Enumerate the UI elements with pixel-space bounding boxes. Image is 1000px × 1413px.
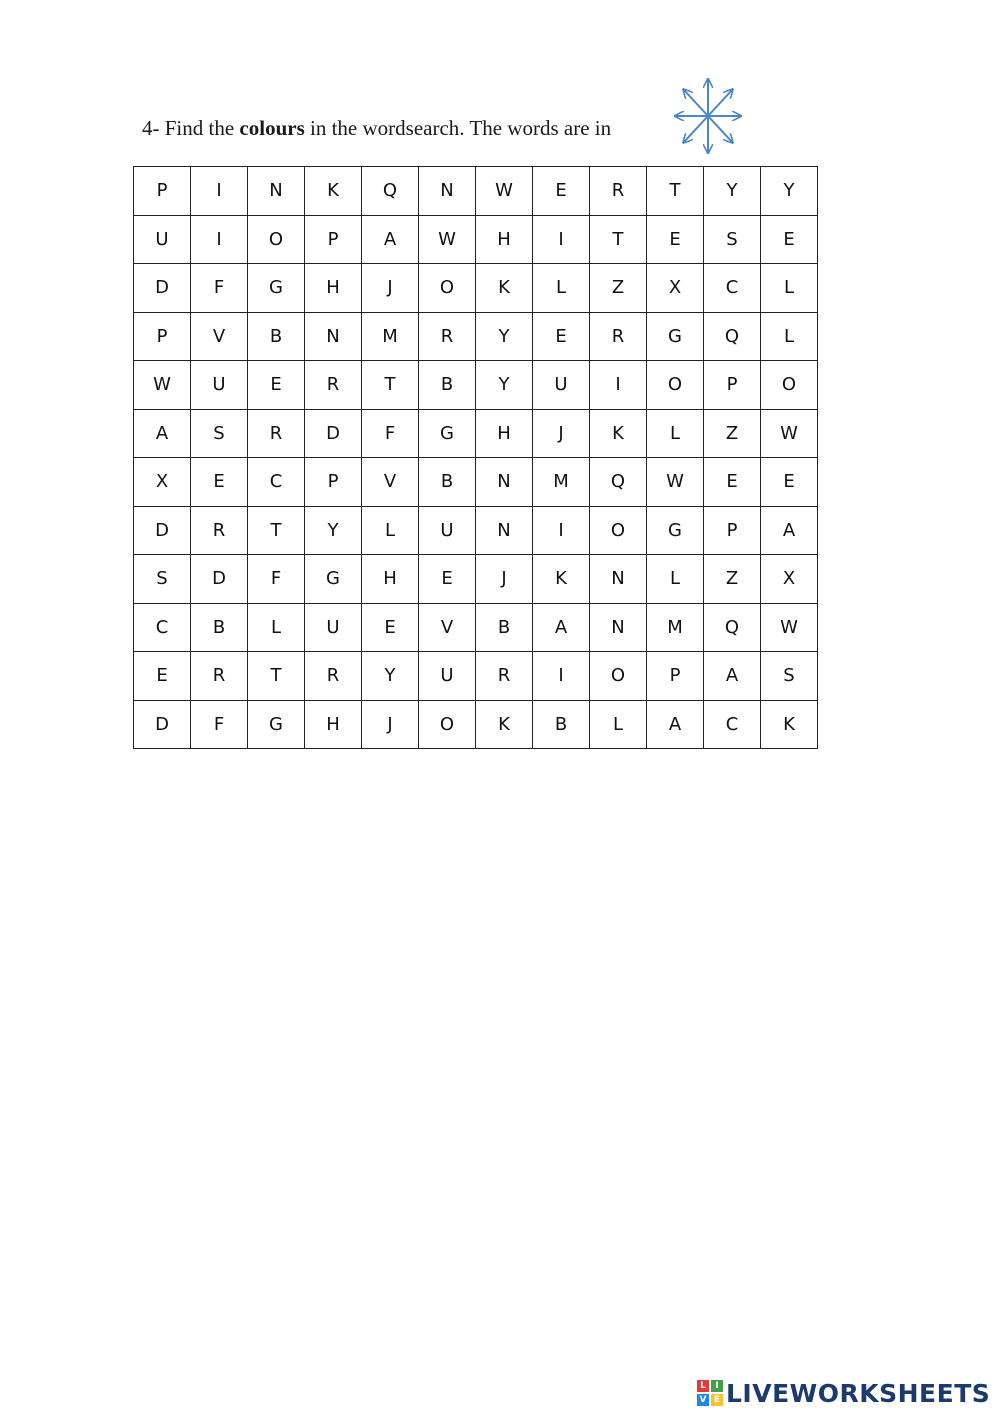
grid-cell[interactable]: G xyxy=(647,506,704,555)
grid-cell[interactable]: Y xyxy=(305,506,362,555)
grid-cell[interactable]: E xyxy=(704,458,761,507)
liveworksheets-logo xyxy=(697,1378,990,1408)
grid-cell[interactable]: W xyxy=(761,603,818,652)
grid-cell[interactable]: A xyxy=(533,603,590,652)
grid-cell[interactable]: L xyxy=(761,264,818,313)
grid-cell[interactable]: K xyxy=(590,409,647,458)
grid-cell[interactable]: O xyxy=(590,506,647,555)
grid-cell[interactable]: A xyxy=(134,409,191,458)
grid-cell[interactable]: U xyxy=(419,506,476,555)
grid-cell[interactable]: H xyxy=(476,215,533,264)
grid-cell[interactable]: T xyxy=(248,652,305,701)
grid-cell[interactable]: E xyxy=(533,167,590,216)
compass-arrows-icon xyxy=(674,76,742,156)
grid-cell[interactable]: H xyxy=(362,555,419,604)
grid-cell[interactable]: W xyxy=(419,215,476,264)
grid-row xyxy=(134,409,818,458)
grid-row xyxy=(134,506,818,555)
grid-cell[interactable]: C xyxy=(704,264,761,313)
grid-row xyxy=(134,458,818,507)
grid-cell[interactable]: I xyxy=(533,215,590,264)
grid-cell[interactable]: K xyxy=(476,700,533,749)
logo-text: LIVEWORKSHEETS xyxy=(726,1378,991,1408)
grid-row xyxy=(134,167,818,216)
grid-cell[interactable]: I xyxy=(533,652,590,701)
grid-cell[interactable]: A xyxy=(647,700,704,749)
grid-cell[interactable]: U xyxy=(533,361,590,410)
grid-cell[interactable]: D xyxy=(191,555,248,604)
grid-cell[interactable]: P xyxy=(134,167,191,216)
grid-cell[interactable]: V xyxy=(362,458,419,507)
instruction-prefix: 4- Find the xyxy=(142,116,240,140)
grid-cell[interactable]: F xyxy=(362,409,419,458)
grid-cell[interactable]: C xyxy=(134,603,191,652)
logo-mark-icon xyxy=(697,1380,723,1406)
grid-cell[interactable]: O xyxy=(419,264,476,313)
grid-row xyxy=(134,603,818,652)
grid-cell[interactable]: L xyxy=(533,264,590,313)
grid-cell[interactable]: Q xyxy=(704,312,761,361)
grid-cell[interactable]: N xyxy=(305,312,362,361)
grid-cell[interactable]: G xyxy=(647,312,704,361)
grid-cell[interactable]: P xyxy=(704,506,761,555)
grid-row xyxy=(134,312,818,361)
grid-cell[interactable]: M xyxy=(362,312,419,361)
grid-cell[interactable]: R xyxy=(476,652,533,701)
grid-cell[interactable]: J xyxy=(362,700,419,749)
instruction-suffix: in the wordsearch. The words are in xyxy=(304,116,612,140)
grid-cell[interactable]: S xyxy=(134,555,191,604)
grid-cell[interactable]: L xyxy=(362,506,419,555)
logo-mark-letter: L xyxy=(697,1380,709,1392)
grid-cell[interactable]: O xyxy=(647,361,704,410)
grid-cell[interactable]: G xyxy=(248,264,305,313)
grid-cell[interactable]: N xyxy=(590,555,647,604)
grid-cell[interactable]: Q xyxy=(362,167,419,216)
grid-cell[interactable]: G xyxy=(419,409,476,458)
grid-cell[interactable]: B xyxy=(419,361,476,410)
grid-cell[interactable]: N xyxy=(419,167,476,216)
grid-cell[interactable]: E xyxy=(533,312,590,361)
grid-cell[interactable]: F xyxy=(248,555,305,604)
grid-cell[interactable]: W xyxy=(647,458,704,507)
grid-cell[interactable]: N xyxy=(590,603,647,652)
grid-cell[interactable]: R xyxy=(590,167,647,216)
grid-cell[interactable]: L xyxy=(647,555,704,604)
grid-cell[interactable]: B xyxy=(476,603,533,652)
grid-cell[interactable]: E xyxy=(191,458,248,507)
grid-cell[interactable]: K xyxy=(476,264,533,313)
grid-cell[interactable]: G xyxy=(305,555,362,604)
grid-cell[interactable]: N xyxy=(248,167,305,216)
instruction-bold-word: colours xyxy=(239,116,305,140)
grid-cell[interactable]: U xyxy=(191,361,248,410)
grid-cell[interactable]: I xyxy=(191,215,248,264)
grid-cell[interactable]: H xyxy=(476,409,533,458)
grid-row xyxy=(134,555,818,604)
grid-cell[interactable]: D xyxy=(305,409,362,458)
grid-cell[interactable]: B xyxy=(419,458,476,507)
instruction-text xyxy=(142,116,611,141)
grid-cell[interactable]: T xyxy=(248,506,305,555)
grid-cell[interactable]: I xyxy=(533,506,590,555)
logo-mark-letter: I xyxy=(711,1380,723,1392)
grid-cell[interactable]: X xyxy=(134,458,191,507)
grid-cell[interactable]: W xyxy=(476,167,533,216)
grid-cell[interactable]: M xyxy=(647,603,704,652)
grid-cell[interactable]: E xyxy=(647,215,704,264)
grid-cell[interactable]: I xyxy=(590,361,647,410)
grid-cell[interactable]: S xyxy=(191,409,248,458)
logo-mark-letter: V xyxy=(697,1394,709,1406)
grid-cell[interactable]: U xyxy=(134,215,191,264)
grid-cell[interactable]: L xyxy=(647,409,704,458)
grid-cell[interactable]: Q xyxy=(704,603,761,652)
grid-cell[interactable]: J xyxy=(362,264,419,313)
grid-cell[interactable]: E xyxy=(248,361,305,410)
logo-mark-letter: E xyxy=(711,1394,723,1406)
grid-cell[interactable]: A xyxy=(362,215,419,264)
grid-cell[interactable]: B xyxy=(533,700,590,749)
grid-cell[interactable]: R xyxy=(191,652,248,701)
grid-cell[interactable]: U xyxy=(419,652,476,701)
grid-cell[interactable]: S xyxy=(761,652,818,701)
grid-row xyxy=(134,215,818,264)
grid-cell[interactable]: O xyxy=(248,215,305,264)
grid-cell[interactable]: K xyxy=(305,167,362,216)
grid-cell[interactable]: Z xyxy=(704,409,761,458)
grid-cell[interactable]: I xyxy=(191,167,248,216)
grid-cell[interactable]: J xyxy=(533,409,590,458)
grid-cell[interactable]: B xyxy=(248,312,305,361)
grid-cell[interactable]: E xyxy=(134,652,191,701)
grid-cell[interactable]: U xyxy=(305,603,362,652)
grid-row xyxy=(134,652,818,701)
grid-cell[interactable]: L xyxy=(761,312,818,361)
grid-cell[interactable]: D xyxy=(134,700,191,749)
grid-cell[interactable]: F xyxy=(191,700,248,749)
grid-cell[interactable]: L xyxy=(590,700,647,749)
grid-cell[interactable]: K xyxy=(533,555,590,604)
grid-cell[interactable]: E xyxy=(362,603,419,652)
grid-cell[interactable]: Y xyxy=(761,167,818,216)
grid-cell[interactable]: Z xyxy=(704,555,761,604)
grid-cell[interactable]: H xyxy=(305,700,362,749)
grid-cell[interactable]: R xyxy=(305,361,362,410)
grid-cell[interactable]: V xyxy=(191,312,248,361)
grid-cell[interactable]: N xyxy=(476,458,533,507)
grid-cell[interactable]: Y xyxy=(476,312,533,361)
grid-cell[interactable]: R xyxy=(590,312,647,361)
grid-cell[interactable]: T xyxy=(647,167,704,216)
grid-cell[interactable]: W xyxy=(761,409,818,458)
grid-cell[interactable]: N xyxy=(476,506,533,555)
grid-cell[interactable]: R xyxy=(419,312,476,361)
grid-cell[interactable]: P xyxy=(647,652,704,701)
grid-cell[interactable]: L xyxy=(248,603,305,652)
grid-row xyxy=(134,700,818,749)
grid-cell[interactable]: H xyxy=(305,264,362,313)
grid-cell[interactable]: D xyxy=(134,506,191,555)
grid-cell[interactable]: C xyxy=(248,458,305,507)
grid-cell[interactable]: Z xyxy=(590,264,647,313)
grid-cell[interactable]: R xyxy=(191,506,248,555)
grid-cell[interactable]: R xyxy=(248,409,305,458)
grid-cell[interactable]: M xyxy=(533,458,590,507)
grid-cell[interactable]: Y xyxy=(476,361,533,410)
grid-row xyxy=(134,264,818,313)
grid-cell[interactable]: R xyxy=(305,652,362,701)
grid-cell[interactable]: O xyxy=(761,361,818,410)
grid-cell[interactable]: K xyxy=(761,700,818,749)
grid-cell[interactable]: W xyxy=(134,361,191,410)
grid-cell[interactable]: P xyxy=(305,458,362,507)
grid-cell[interactable]: X xyxy=(761,555,818,604)
grid-cell[interactable]: D xyxy=(134,264,191,313)
grid-cell[interactable]: Y xyxy=(704,167,761,216)
grid-cell[interactable]: E xyxy=(761,215,818,264)
grid-cell[interactable]: P xyxy=(704,361,761,410)
grid-cell[interactable]: J xyxy=(476,555,533,604)
grid-cell[interactable]: E xyxy=(761,458,818,507)
grid-cell[interactable]: S xyxy=(704,215,761,264)
grid-cell[interactable]: T xyxy=(362,361,419,410)
grid-cell[interactable]: A xyxy=(704,652,761,701)
grid-cell[interactable]: V xyxy=(419,603,476,652)
grid-cell[interactable]: F xyxy=(191,264,248,313)
wordsearch-grid xyxy=(133,166,818,749)
grid-cell[interactable]: Y xyxy=(362,652,419,701)
grid-cell[interactable]: P xyxy=(305,215,362,264)
grid-cell[interactable]: A xyxy=(761,506,818,555)
grid-cell[interactable]: X xyxy=(647,264,704,313)
grid-cell[interactable]: G xyxy=(248,700,305,749)
grid-cell[interactable]: O xyxy=(419,700,476,749)
grid-cell[interactable]: E xyxy=(419,555,476,604)
grid-cell[interactable]: O xyxy=(590,652,647,701)
grid-cell[interactable]: Q xyxy=(590,458,647,507)
grid-cell[interactable]: P xyxy=(134,312,191,361)
grid-cell[interactable]: B xyxy=(191,603,248,652)
grid-cell[interactable]: C xyxy=(704,700,761,749)
grid-row xyxy=(134,361,818,410)
grid-cell[interactable]: T xyxy=(590,215,647,264)
